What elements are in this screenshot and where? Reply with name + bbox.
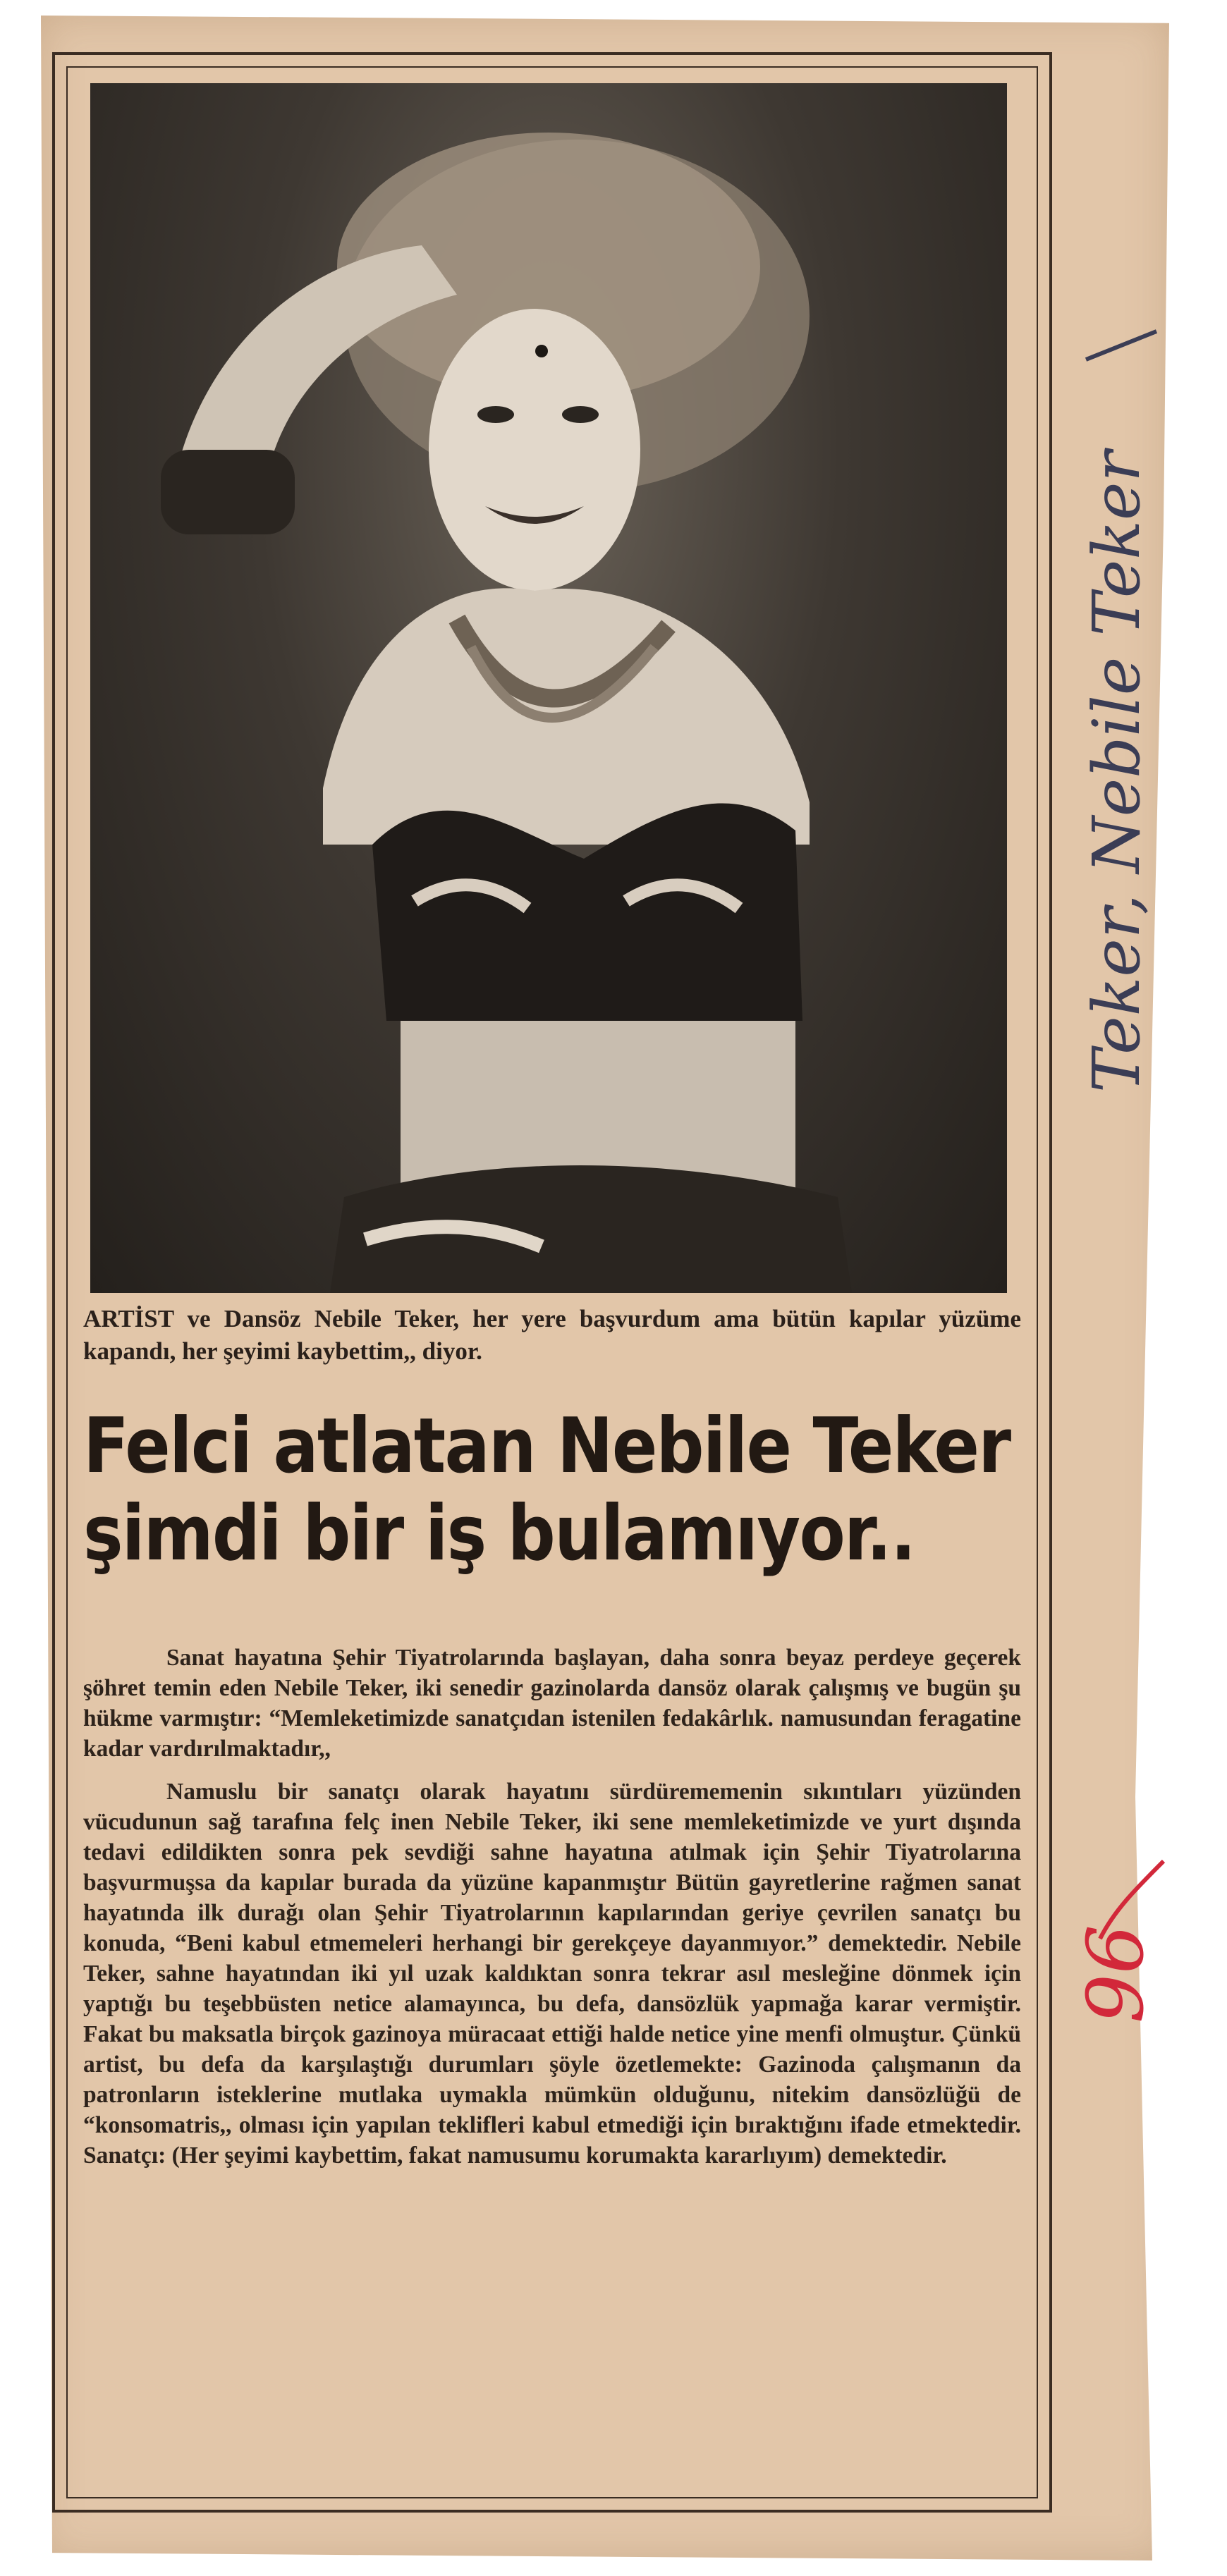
handwritten-margin-note <box>1058 211 1171 1128</box>
paragraph-1: Sanat hayatına Şehir Tiyatrolarında başlayan, daha sonra beyaz perdeye geçerek şöhret temin eden Nebile Teker, iki senedir gazinolarda dansöz olarak çalışmış ve bugün şu hükme varmıştır: “Memleketimizde sanatçıdan istenilen fedakârlık. namusundan feragatine kadar vardırılmaktadır,, <box>83 1645 1021 1762</box>
headline <box>83 1402 1011 1578</box>
headline-line-1: Felci atlatan Nebile Teker <box>83 1402 1011 1490</box>
headline-line-2: şimdi bir iş bulamıyor.. <box>83 1490 915 1578</box>
margin-note-text: Teker, Nebile Teker <box>1079 450 1154 1093</box>
red-pencil-mark <box>1058 1847 1178 2030</box>
paragraph-2: Namuslu bir sanatçı olarak hayatını sürdürememenin sıkıntıları yüzünden vücudunun sağ tarafına felç inen Nebile Teker, iki sene memleketimizde ve yurt dışında tedavi edildikten sonra pek sevdiği sahne hayatına atılmak için Şehir Tiyatrolarına başvurmuşsa da kapılar burada da yüzüne kapanmıştır Bütün gayretlerine rağmen sanat hayatında ilk durağı olan Şehir Tiyatrolarının kapılarından geriye çevrilen sanatçı bu konuda, “Beni kabul etmemeleri herhangi bir gerekçeye dayanmıyor.” demektedir. Nebile Teker, sahne hayatından iki yıl uzak kaldıktan sonra tekrar asıl mesleğine dönmek için yaptığı bu teşebbüsten netice alamayınca, bu defa, dansözlük yapmağa karar vermiştir. Fakat bu maksatla birçok gazinoya müracaat ettiği halde netice yine menfi olmuştur. Çünkü artist, bu defa da karşılaştığı durumları şöyle özetlemekte: Gazinoda çalışmanın da patronların isteklerine mutlaka uymakla mümkün olduğunu, nitekim dansözlüğü de “konsomatris,, olması için yapılan teklifleri kabul etmediği için bıraktığını ifade etmektedir. Sanatçı: (Her şeyimi kaybettim, fakat namusumu korumakta kararlıyım) demektedir. <box>83 1779 1021 2169</box>
photo-caption: ARTİST ve Dansöz Nebile Teker, her yere başvurdum ama bütün kapılar yüzüme kapandı, her şeyimi kaybettim,, diyor. <box>83 1305 1021 1365</box>
red-mark-number: 96 <box>1070 1925 1161 2023</box>
article-photo <box>90 83 1007 1293</box>
article-body <box>83 1643 1021 2171</box>
